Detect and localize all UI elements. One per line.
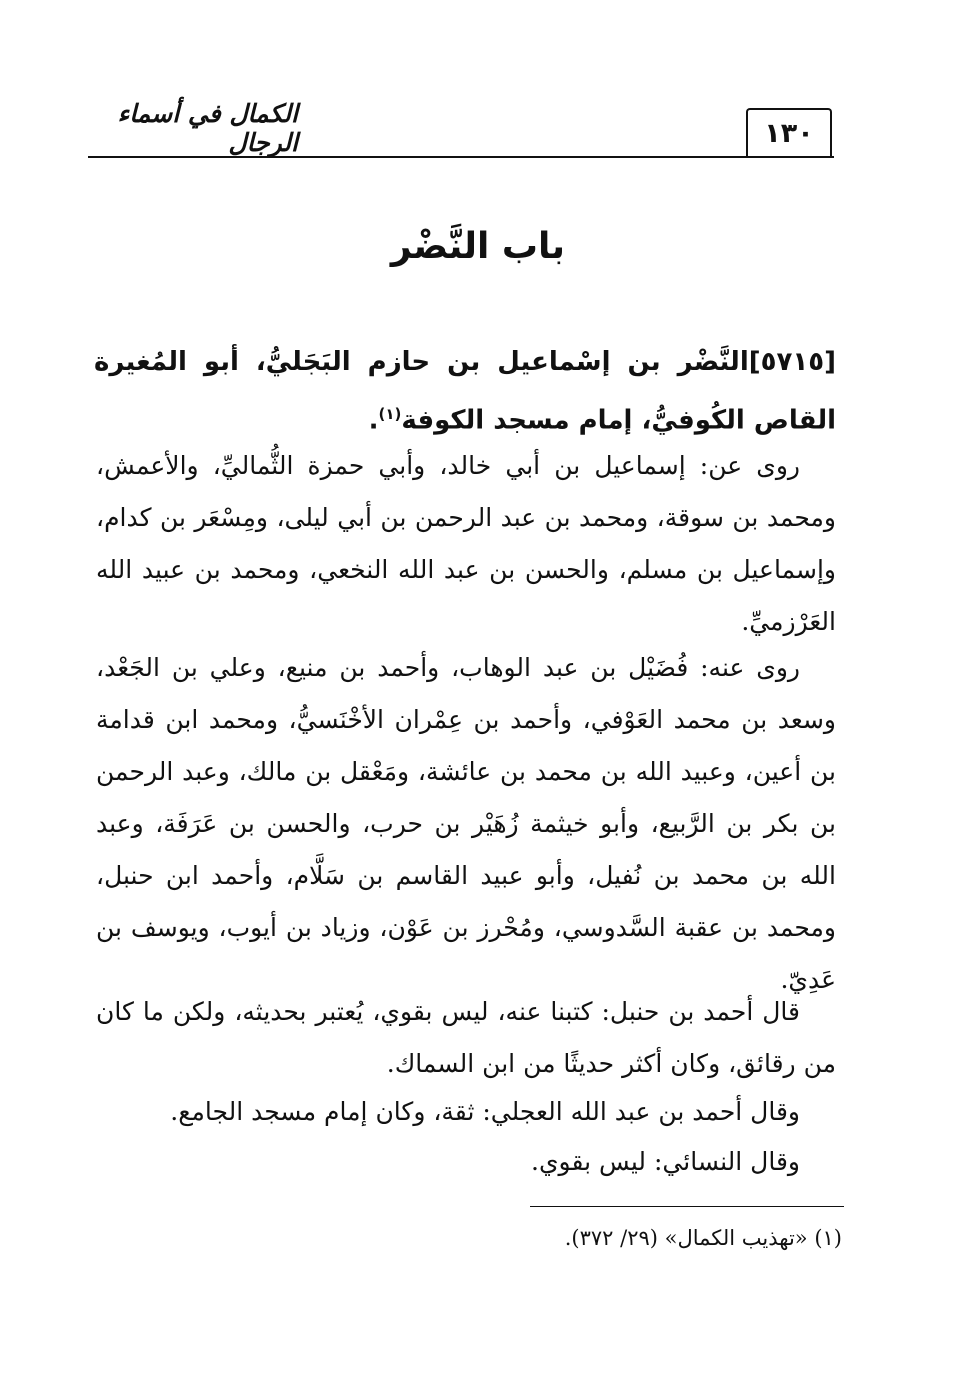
entry-heading-end: . [368, 405, 379, 436]
footnote: (١) «تهذيب الكمال» (٢٩/ ٣٧٢). [564, 1226, 842, 1250]
paragraph-nasai-statement [96, 1136, 836, 1188]
footnote-rule [530, 1206, 844, 1207]
paragraph-text: روى عنه: فُضَيْل بن عبد الوهاب، وأحمد بن منيع، وعلي بن الجَعْد، وسعد بن محمد العَوْفي، وأحمد بن عِمْران الأخْنَسيُّ، ومحمد ابن قدامة بن أعين، وعبيد الله بن محمد بن عائشة، ومَعْقل بن مالك، وعبد الرحمن بن بكر بن الرَّبيع، وأبو خيثمة زُهَيْر بن حرب، والحسن بن عَرَفَة، وعبد الله بن محمد بن نُفيل، وأبو عبيد القاسم بن سَلَّام، وأحمد ابن حنبل، ومحمد بن عقبة السَّدوسي، ومُحْرز بن عَوْن، وزياد بن أيوب، ويوسف بن عَدِيّ. [96, 653, 836, 994]
paragraph-text: قال أحمد بن حنبل: كتبنا عنه، ليس بقوي، يُعتبر بحديثه، ولكن ما كان من رقائق، وكان أكثر حديثًا من ابن السماك. [96, 997, 836, 1078]
running-title: الكمال في أسماء الرجال [117, 99, 298, 157]
paragraph-narrated-by [96, 642, 836, 1006]
page-number [746, 108, 832, 156]
paragraph-ahmad-statement [96, 986, 836, 1090]
page-number-text: ١٣٠ [764, 117, 814, 149]
entry-number: [٥٧١٥] [748, 347, 836, 377]
entry-heading-text: النَّضْر بن إسْماعيل بن حازم البَجَليُّ، أبو المُغيرة القاص الكُوفيُّ، إمام مسجد الكوفة [94, 347, 836, 436]
paragraph-narrated-from [96, 440, 836, 648]
footnote-ref: (١) [378, 405, 402, 423]
paragraph-ijli-statement [96, 1086, 836, 1138]
entry-heading [94, 336, 836, 447]
paragraph-text: وقال أحمد بن عبد الله العجلي: ثقة، وكان إمام مسجد الجامع. [170, 1097, 800, 1126]
header-rule [88, 156, 834, 158]
paragraph-text: روى عن: إسماعيل بن أبي خالد، وأبي حمزة الثُّماليِّ، والأعمش، ومحمد بن سوقة، ومحمد بن عبد الرحمن بن أبي ليلى، ومِسْعَر بن كدام، وإسماعيل بن مسلم، والحسن بن عبد الله النخعي، ومحمد بن عبيد الله العَرْزميِّ. [96, 451, 836, 636]
paragraph-text: وقال النسائي: ليس بقوي. [531, 1147, 800, 1176]
chapter-title: باب النَّضْر [390, 226, 566, 267]
